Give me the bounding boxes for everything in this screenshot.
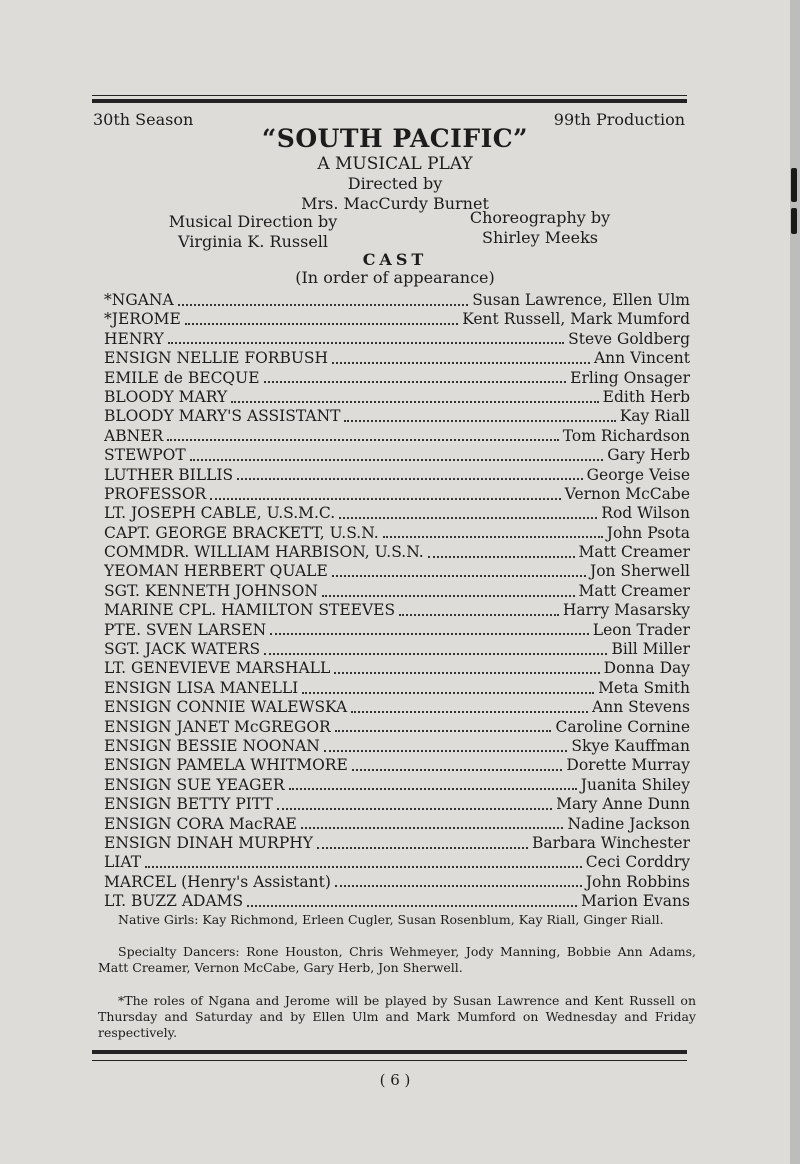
cast-role: PTE. SVEN LARSEN xyxy=(104,620,267,639)
cast-order-note: (In order of appearance) xyxy=(295,268,495,287)
cast-actor: Donna Day xyxy=(603,659,690,678)
cast-row xyxy=(104,562,690,581)
cast-role: MARINE CPL. HAMILTON STEEVES xyxy=(104,601,396,620)
director-name: Mrs. MacCurdy Burnet xyxy=(301,194,489,213)
cast-role: ENSIGN CONNIE WALEWSKA xyxy=(104,698,348,717)
cast-list xyxy=(104,291,690,912)
cast-role: LT. BUZZ ADAMS xyxy=(104,892,244,911)
cast-row xyxy=(104,873,690,892)
cast-role: ENSIGN PAMELA WHITMORE xyxy=(104,756,348,775)
cast-row xyxy=(104,698,690,717)
cast-role: ENSIGN CORA MacRAE xyxy=(104,814,297,833)
cast-row xyxy=(104,485,690,504)
dot-leader xyxy=(289,788,577,790)
cast-actor: Tom Richardson xyxy=(562,426,690,445)
show-title: “SOUTH PACIFIC” xyxy=(261,124,529,153)
footnote xyxy=(98,993,696,1041)
dot-leader xyxy=(178,304,469,306)
season-label: 30th Season xyxy=(93,110,194,129)
cast-row xyxy=(104,466,690,485)
cast-actor: Meta Smith xyxy=(598,678,690,697)
cast-actor: Nadine Jackson xyxy=(567,814,690,833)
cast-row xyxy=(104,795,690,814)
cast-row xyxy=(104,776,690,795)
cast-row xyxy=(104,427,690,446)
cast-role: BLOODY MARY'S ASSISTANT xyxy=(104,407,341,426)
show-subtitle: A MUSICAL PLAY xyxy=(317,154,473,174)
cast-row xyxy=(104,388,690,407)
cast-row xyxy=(104,543,690,562)
cast-actor: Barbara Winchester xyxy=(532,833,690,852)
cast-actor: Ann Stevens xyxy=(592,698,690,717)
dot-leader xyxy=(168,342,564,344)
cast-role: SGT. KENNETH JOHNSON xyxy=(104,581,318,600)
musical-direction-credit xyxy=(128,212,378,252)
native-girls-text: Native Girls: Kay Richmond, Erleen Cugler, Susan Rosenblum, Kay Riall, Ginger Riall. xyxy=(118,912,664,927)
cast-actor: Skye Kauffman xyxy=(571,736,690,755)
cast-row xyxy=(104,369,690,388)
edge-mark xyxy=(791,208,797,234)
cast-actor: Matt Creamer xyxy=(578,581,690,600)
cast-actor: Erling Onsager xyxy=(570,368,690,387)
cast-actor: Edith Herb xyxy=(602,387,690,406)
dot-leader xyxy=(302,692,594,694)
cast-row xyxy=(104,601,690,620)
cast-actor: Leon Trader xyxy=(592,620,690,639)
cast-role: ENSIGN JANET McGREGOR xyxy=(104,717,331,736)
cast-row xyxy=(104,679,690,698)
cast-row xyxy=(104,330,690,349)
cast-actor: George Veise xyxy=(586,465,690,484)
dot-leader xyxy=(167,439,559,441)
cast-row xyxy=(104,640,690,659)
cast-role: LT. JOSEPH CABLE, U.S.M.C. xyxy=(104,504,336,523)
cast-row xyxy=(104,659,690,678)
dot-leader xyxy=(334,672,599,674)
cast-row xyxy=(104,291,690,310)
dot-leader xyxy=(324,750,568,752)
cast-actor: Susan Lawrence, Ellen Ulm xyxy=(472,291,690,309)
cast-row xyxy=(104,504,690,523)
cast-actor: Juanita Shiley xyxy=(580,775,690,794)
cast-role: ABNER xyxy=(104,426,164,445)
dot-leader xyxy=(399,614,559,616)
dot-leader xyxy=(185,323,458,325)
cast-row xyxy=(104,718,690,737)
dot-leader xyxy=(352,769,563,771)
dot-leader xyxy=(332,575,586,577)
directed-by-label: Directed by xyxy=(347,174,443,193)
bottom-rule xyxy=(92,1050,687,1061)
cast-actor: Rod Wilson xyxy=(601,504,690,523)
dot-leader xyxy=(270,633,589,635)
dot-leader xyxy=(190,459,604,461)
dot-leader xyxy=(383,536,603,538)
cast-row xyxy=(104,815,690,834)
cast-role: *NGANA xyxy=(104,291,174,309)
cast-role: ENSIGN BETTY PITT xyxy=(104,795,273,814)
cast-role: BLOODY MARY xyxy=(104,387,228,406)
edge-mark xyxy=(791,168,797,202)
cast-actor: Matt Creamer xyxy=(578,543,690,562)
cast-role: CAPT. GEORGE BRACKETT, U.S.N. xyxy=(104,523,379,542)
dot-leader xyxy=(428,556,575,558)
cast-row xyxy=(104,310,690,329)
cast-role: ENSIGN SUE YEAGER xyxy=(104,775,285,794)
cast-row xyxy=(104,446,690,465)
cast-row xyxy=(104,756,690,775)
cast-actor: Ceci Corddry xyxy=(585,853,690,872)
dot-leader xyxy=(339,517,597,519)
cast-row xyxy=(104,582,690,601)
musical-direction-label: Musical Direction by xyxy=(168,212,338,231)
cast-row xyxy=(104,737,690,756)
dot-leader xyxy=(301,827,564,829)
cast-row xyxy=(104,621,690,640)
cast-actor: John Robbins xyxy=(585,872,690,891)
cast-row xyxy=(104,892,690,911)
cast-role: LT. GENEVIEVE MARSHALL xyxy=(104,659,331,678)
choreographer-name: Shirley Meeks xyxy=(482,228,598,247)
cast-actor: Vernon McCabe xyxy=(564,484,690,503)
cast-actor: Caroline Cornine xyxy=(555,717,690,736)
specialty-dancers-note xyxy=(98,944,696,976)
cast-row xyxy=(104,524,690,543)
cast-role: STEWPOT xyxy=(104,446,186,465)
cast-actor: Jon Sherwell xyxy=(590,562,690,581)
cast-row xyxy=(104,349,690,368)
cast-role: EMILE de BECQUE xyxy=(104,368,260,387)
dot-leader xyxy=(317,847,528,849)
dot-leader xyxy=(264,381,567,383)
dot-leader xyxy=(277,808,552,810)
cast-role: ENSIGN LISA MANELLI xyxy=(104,678,299,697)
dot-leader xyxy=(351,711,588,713)
cast-actor: Gary Herb xyxy=(607,446,690,465)
cast-actor: Mary Anne Dunn xyxy=(556,795,690,814)
cast-role: ENSIGN DINAH MURPHY xyxy=(104,833,314,852)
cast-actor: Kay Riall xyxy=(619,407,690,426)
dot-leader xyxy=(344,420,615,422)
cast-role: LIAT xyxy=(104,853,142,872)
cast-role: *JEROME xyxy=(104,310,181,329)
cast-actor: Kent Russell, Mark Mumford xyxy=(462,310,690,329)
native-girls-note xyxy=(98,912,696,928)
dot-leader xyxy=(322,595,575,597)
specialty-dancers-text: Specialty Dancers: Rone Houston, Chris Wehmeyer, Jody Manning, Bobbie Ann Adams, Matt Creamer, Vernon McCabe, Gary Herb, Jon Sherwell. xyxy=(98,944,696,975)
musical-director-name: Virginia K. Russell xyxy=(177,232,329,251)
dot-leader xyxy=(237,478,583,480)
cast-row xyxy=(104,407,690,426)
dot-leader xyxy=(335,730,552,732)
cast-row xyxy=(104,853,690,872)
dot-leader xyxy=(231,401,598,403)
page-number: ( 6 ) xyxy=(379,1071,411,1089)
dot-leader xyxy=(332,362,590,364)
dot-leader xyxy=(264,653,607,655)
cast-actor: Ann Vincent xyxy=(593,349,690,368)
choreography-label: Choreography by xyxy=(469,208,611,227)
cast-role: PROFESSOR xyxy=(104,484,207,503)
cast-role: COMMDR. WILLIAM HARBISON, U.S.N. xyxy=(104,543,424,562)
cast-heading: CAST xyxy=(362,250,428,269)
cast-actor: Marion Evans xyxy=(581,892,690,911)
cast-role: ENSIGN BESSIE NOONAN xyxy=(104,736,320,755)
cast-actor: John Psota xyxy=(606,523,690,542)
cast-role: ENSIGN NELLIE FORBUSH xyxy=(104,349,329,368)
cast-role: LUTHER BILLIS xyxy=(104,465,234,484)
choreography-credit xyxy=(445,208,635,248)
production-label: 99th Production xyxy=(553,110,685,129)
top-rule xyxy=(92,92,687,103)
cast-role: YEOMAN HERBERT QUALE xyxy=(104,562,328,581)
cast-role: MARCEL (Henry's Assistant) xyxy=(104,872,331,891)
cast-actor: Bill Miller xyxy=(611,640,690,659)
cast-actor: Dorette Murray xyxy=(566,756,690,775)
dot-leader xyxy=(247,905,577,907)
cast-role: SGT. JACK WATERS xyxy=(104,640,261,659)
cast-role: HENRY xyxy=(104,329,164,348)
dot-leader xyxy=(335,885,582,887)
cast-actor: Harry Masarsky xyxy=(562,601,690,620)
cast-actor: Steve Goldberg xyxy=(568,329,690,348)
dot-leader xyxy=(145,866,582,868)
footnote-text: *The roles of Ngana and Jerome will be played by Susan Lawrence and Kent Russell on Thursday and Saturday and by Ellen Ulm and Mark Mumford on Wednesday and Friday respectively. xyxy=(98,993,696,1040)
cast-row xyxy=(104,834,690,853)
dot-leader xyxy=(210,498,560,500)
